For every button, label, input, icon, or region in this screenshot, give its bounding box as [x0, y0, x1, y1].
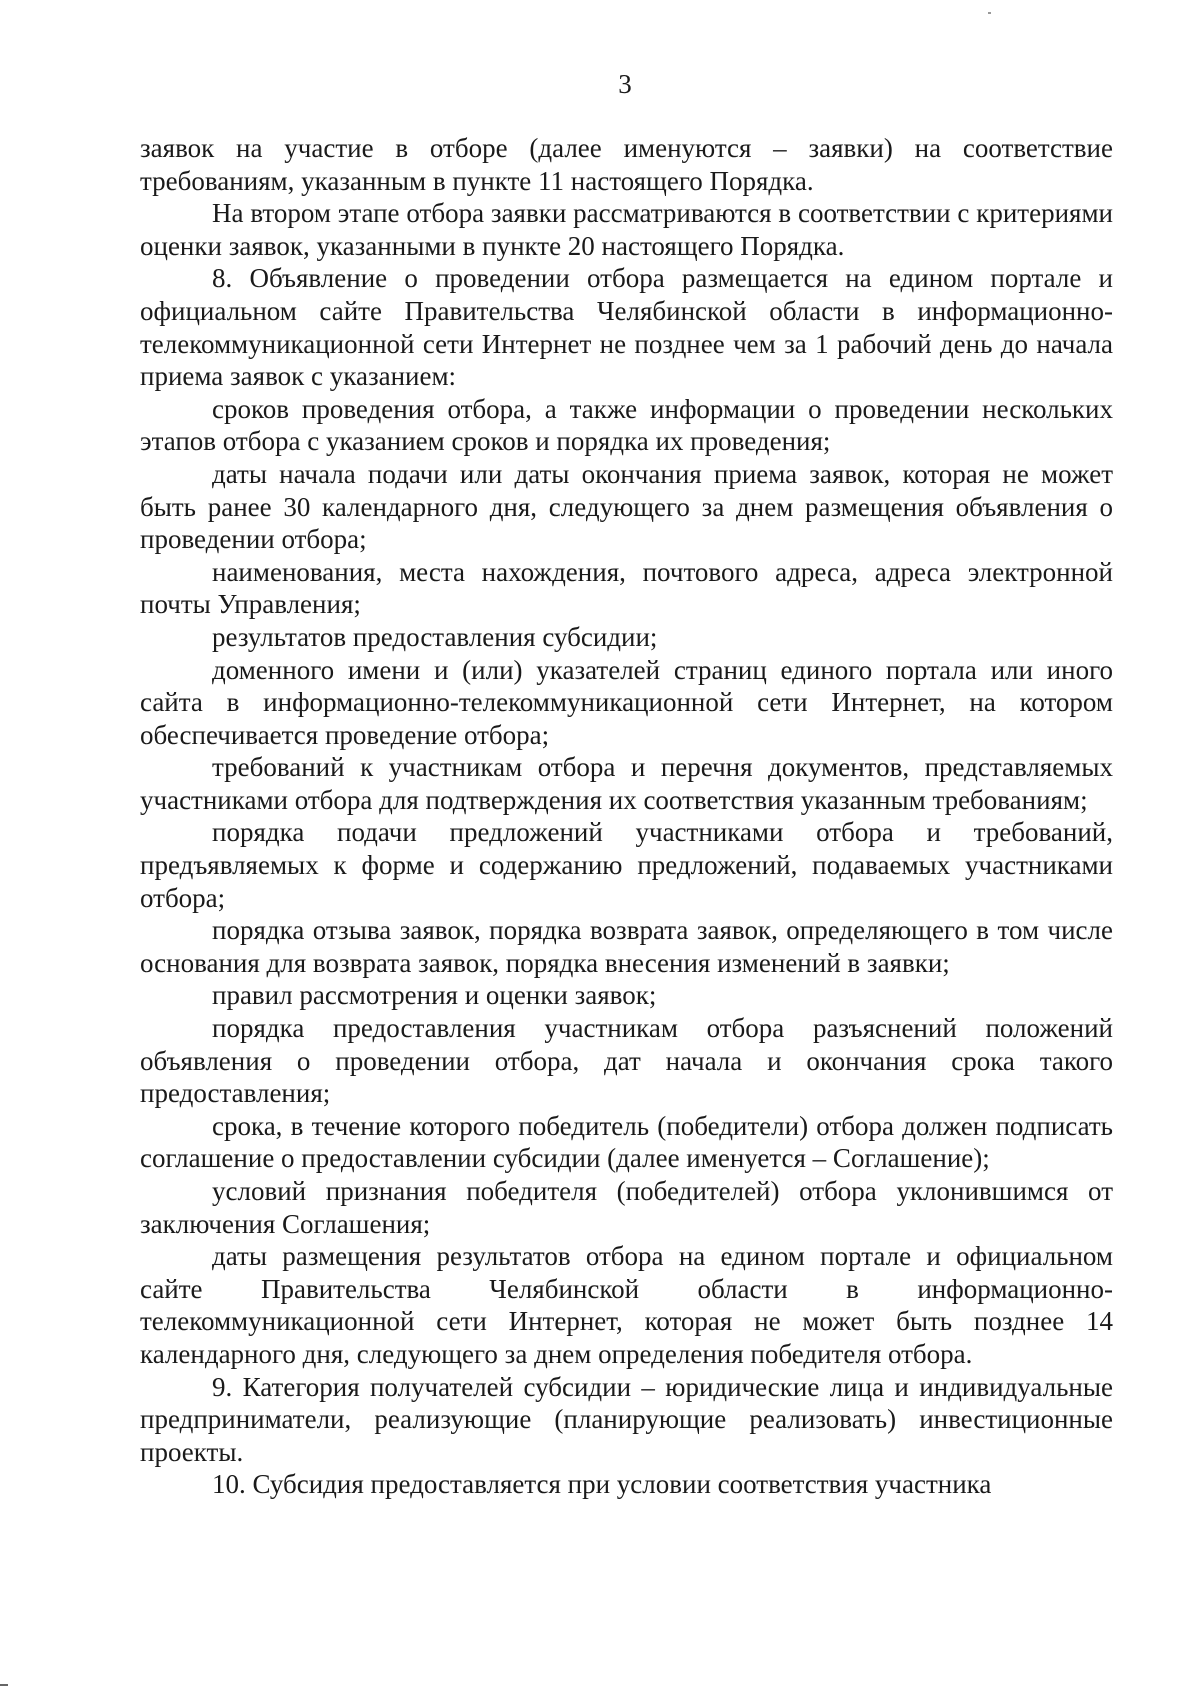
paragraph: результатов предоставления субсидии;: [212, 621, 658, 652]
paragraph: 8. Объявление о проведении отбора размещается на едином портале и официальном сайте Правительства Челябинской области в информационно-телекоммуникационной сети Интернет не позднее чем за 1 рабочий день до начала приема заявок с указанием:: [140, 263, 1113, 392]
paragraph: порядка подачи предложений участниками отбора и требований, предъявляемых к форме и содержанию предложений, подаваемых участниками отбора;: [140, 817, 1113, 913]
paragraph: срока, в течение которого победитель (победители) отбора должен подписать соглашение о предоставлении субсидии (далее именуется – Соглашение);: [140, 1110, 1113, 1174]
paragraph: 9. Категория получателей субсидии – юридические лица и индивидуальные предприниматели, реализующие (планирующие реализовать) инвестиционные проекты.: [140, 1371, 1113, 1467]
paragraph: требований к участникам отбора и перечня документов, представляемых участниками отбора для подтверждения их соответствия указанным требованиям;: [140, 752, 1113, 815]
paragraph: наименования, места нахождения, почтового адреса, адреса электронной почты Управления;: [140, 556, 1113, 620]
paragraph: заявок на участие в отборе (далее именуются – заявки) на соответствие требованиям, указанным в пункте 11 настоящего Порядка.: [140, 133, 1113, 196]
paragraph: порядка предоставления участникам отбора разъяснений положений объявления о проведении отбора, дат начала и окончания срока такого предоставления;: [140, 1013, 1113, 1109]
paragraph: даты размещения результатов отбора на едином портале и официальном сайте Правительства Челябинской области в информационно-телекоммуникационной сети Интернет, которая не может быть позднее 14 календарного дня, следующего за днем определения победителя отбора.: [140, 1241, 1113, 1369]
scan-speck: [988, 12, 991, 14]
document-body: [140, 132, 1113, 1501]
paragraph: доменного имени и (или) указателей страниц единого портала или иного сайта в информационно-телекоммуникационной сети Интернет, на котором обеспечивается проведение отбора;: [140, 654, 1113, 750]
paragraph: сроков проведения отбора, а также информации о проведении нескольких этапов отбора с указанием сроков и порядка их проведения;: [140, 393, 1113, 457]
paragraph: правил рассмотрения и оценки заявок;: [212, 980, 657, 1011]
paragraph: порядка отзыва заявок, порядка возврата заявок, определяющего в том числе основания для возврата заявок, порядка внесения изменений в заявки;: [140, 915, 1113, 978]
paragraph: На втором этапе отбора заявки рассматриваются в соответствии с критериями оценки заявок, указанными в пункте 20 настоящего Порядка.: [140, 198, 1113, 261]
paragraph: 10. Субсидия предоставляется при условии соответствия участника: [212, 1469, 992, 1500]
scan-edge-mark: [0, 1684, 8, 1686]
paragraph: даты начала подачи или даты окончания приема заявок, которая не может быть ранее 30 календарного дня, следующего за днем размещения объявления о проведении отбора;: [140, 458, 1113, 555]
page-number: 3: [618, 69, 632, 99]
paragraph: условий признания победителя (победителей) отбора уклонившимся от заключения Соглашения;: [140, 1176, 1113, 1239]
